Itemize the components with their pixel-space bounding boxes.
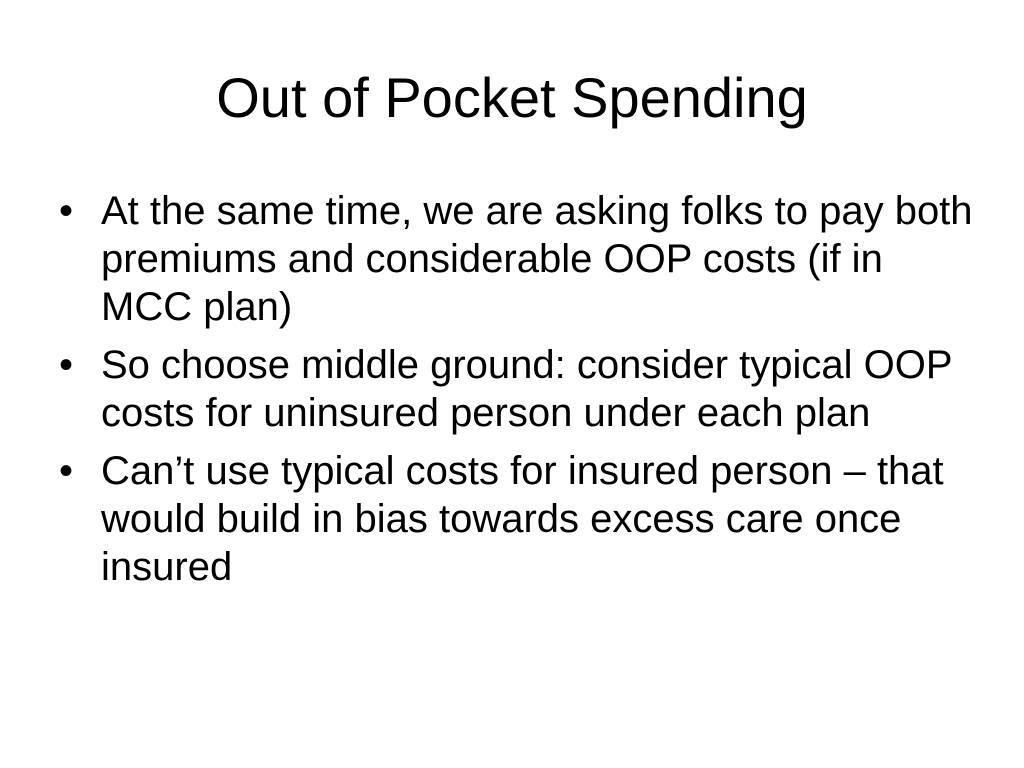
bullet-icon: • [59, 189, 74, 233]
slide-title: Out of Pocket Spending [216, 66, 808, 129]
bullet-text: So choose middle ground: consider typical OOP costs for uninsured person under each plan [101, 343, 952, 435]
bullet-item [55, 187, 975, 331]
bullet-item [55, 341, 975, 437]
bullet-item [55, 447, 975, 591]
bullet-icon: • [59, 449, 74, 493]
bullet-text: At the same time, we are asking folks to pay both premiums and considerable OOP costs (if in MCC plan) [101, 189, 973, 329]
bullet-list [55, 187, 975, 601]
bullet-text: Can’t use typical costs for insured person – that would build in bias towards excess care once insured [101, 449, 944, 589]
bullet-icon: • [59, 343, 74, 387]
